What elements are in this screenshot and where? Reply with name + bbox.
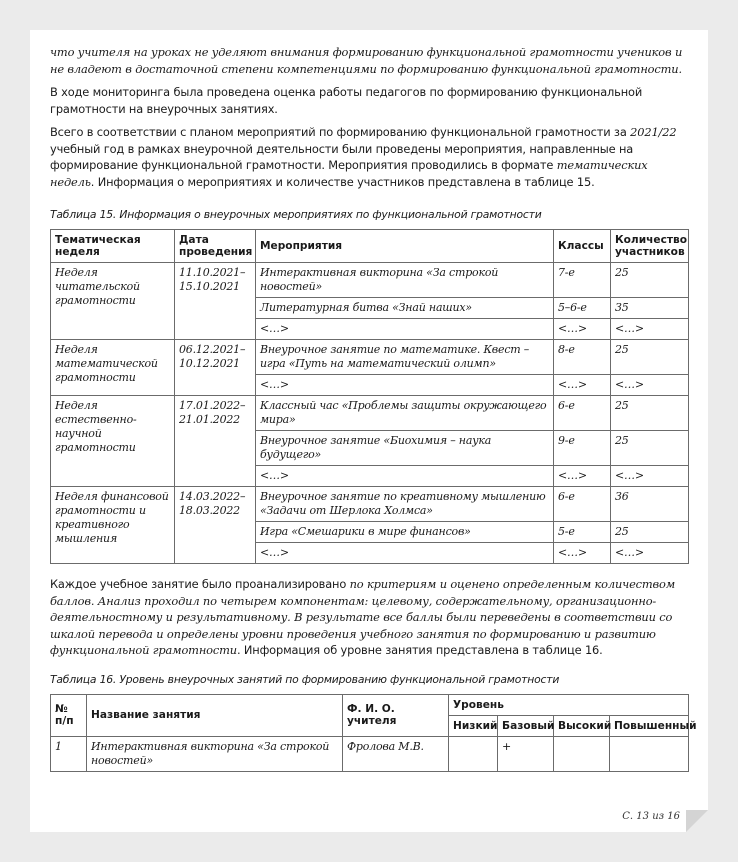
table16-caption: Таблица 16. Уровень внеурочных занятий по формированию функциональной грамотности bbox=[50, 672, 560, 686]
header-num: № п/п bbox=[51, 694, 87, 736]
analysis-paragraph bbox=[50, 576, 688, 659]
header-dates: Дата проведения bbox=[175, 230, 256, 263]
count-cell: 25 bbox=[611, 396, 689, 431]
event-cell: Классный час «Проблемы защиты окружающего мира» bbox=[256, 396, 554, 431]
table16-header-row bbox=[51, 694, 689, 715]
document-page bbox=[30, 30, 708, 832]
week-cell: Неделя математической грамотности bbox=[51, 340, 175, 396]
classes-cell: <…> bbox=[554, 375, 611, 396]
classes-cell: 8-е bbox=[554, 340, 611, 375]
classes-cell: 9-е bbox=[554, 431, 611, 466]
header-level: Уровень bbox=[449, 694, 689, 715]
event-cell: Игра «Смешарики в мире финансов» bbox=[256, 522, 554, 543]
event-cell: Внеурочное занятие «Биохимия – наука будущего» bbox=[256, 431, 554, 466]
event-cell: Интерактивная викторина «За строкой новостей» bbox=[256, 263, 554, 298]
event-cell: Внеурочное занятие по математике. Квест – игра «Путь на математический олимп» bbox=[256, 340, 554, 375]
classes-cell: 7-е bbox=[554, 263, 611, 298]
header-teacher: Ф. И. О. учителя bbox=[343, 694, 449, 736]
count-cell: <…> bbox=[611, 466, 689, 487]
header-level-basic: Базовый bbox=[498, 715, 554, 736]
week-cell: Неделя финансовой грамотности и креативного мышления bbox=[51, 487, 175, 564]
count-cell: <…> bbox=[611, 543, 689, 564]
event-cell: Литературная битва «Знай наших» bbox=[256, 298, 554, 319]
count-cell: 25 bbox=[611, 522, 689, 543]
count-cell: 25 bbox=[611, 431, 689, 466]
event-cell: <…> bbox=[256, 375, 554, 396]
header-participants: Количество участников bbox=[611, 230, 689, 263]
header-level-low: Низкий bbox=[449, 715, 498, 736]
analysis-text-a: Каждое учебное занятие было проанализировано bbox=[50, 577, 350, 591]
events-text-b: учебный год в рамках внеурочной деятельности были проведены мероприятия, направленные на формирование функциональной грамотности. Мероприятия проводились в формате bbox=[50, 141, 634, 172]
count-cell: 36 bbox=[611, 487, 689, 522]
header-level-high: Высокий bbox=[554, 715, 610, 736]
dates-cell: 14.03.2022–18.03.2022 bbox=[175, 487, 256, 564]
header-week: Тематическая неделя bbox=[51, 230, 175, 263]
intro-paragraph: что учителя на уроках не уделяют внимания формированию функциональной грамотности учеников и не владеют в достаточной степени компетенциями по формированию функциональной грамотности. bbox=[50, 45, 683, 76]
classes-cell: <…> bbox=[554, 466, 611, 487]
count-cell: 25 bbox=[611, 340, 689, 375]
count-cell: <…> bbox=[611, 319, 689, 340]
classes-cell: <…> bbox=[554, 543, 611, 564]
header-name: Название занятия bbox=[87, 694, 343, 736]
table-row bbox=[51, 263, 689, 298]
event-cell: <…> bbox=[256, 543, 554, 564]
page-corner-fold bbox=[686, 810, 708, 832]
analysis-text-b: . Информация об уровне занятия представлена в таблице 16. bbox=[236, 643, 603, 657]
classes-cell: 5–6-е bbox=[554, 298, 611, 319]
classes-cell: 5-е bbox=[554, 522, 611, 543]
classes-cell: <…> bbox=[554, 319, 611, 340]
event-cell: Внеурочное занятие по креативному мышлению «Задачи от Шерлока Холмса» bbox=[256, 487, 554, 522]
level-low-cell bbox=[449, 736, 498, 771]
level-advanced-cell bbox=[610, 736, 689, 771]
events-text-a: Всего в соответствии с планом мероприятий по формированию функциональной грамотности за bbox=[50, 125, 631, 139]
lesson-name-cell: Интерактивная викторина «За строкой новостей» bbox=[87, 736, 343, 771]
classes-cell: 6-е bbox=[554, 396, 611, 431]
table-row bbox=[51, 340, 689, 375]
classes-cell: 6-е bbox=[554, 487, 611, 522]
level-basic-cell: + bbox=[498, 736, 554, 771]
header-level-advanced: Повышенный bbox=[610, 715, 689, 736]
header-events: Мероприятия bbox=[256, 230, 554, 263]
dates-cell: 06.12.2021–10.12.2021 bbox=[175, 340, 256, 396]
header-classes: Классы bbox=[554, 230, 611, 263]
week-cell: Неделя читательской грамотности bbox=[51, 263, 175, 340]
table15-header-row bbox=[51, 230, 689, 263]
count-cell: 35 bbox=[611, 298, 689, 319]
table16 bbox=[50, 694, 697, 772]
table-row bbox=[51, 487, 689, 522]
level-high-cell bbox=[554, 736, 610, 771]
dates-cell: 17.01.2022–21.01.2022 bbox=[175, 396, 256, 487]
table-row bbox=[51, 396, 689, 431]
table-row bbox=[51, 736, 689, 771]
events-paragraph bbox=[50, 124, 688, 190]
teacher-cell: Фролова М.В. bbox=[343, 736, 449, 771]
table15 bbox=[50, 229, 689, 564]
monitoring-paragraph: В ходе мониторинга была проведена оценка работы педагогов по формированию функциональной грамотности на внеурочных занятиях. bbox=[50, 85, 643, 116]
num-cell: 1 bbox=[51, 736, 87, 771]
event-cell: <…> bbox=[256, 466, 554, 487]
count-cell: 25 bbox=[611, 263, 689, 298]
count-cell: <…> bbox=[611, 375, 689, 396]
week-cell: Неделя естественно-научной грамотности bbox=[51, 396, 175, 487]
page-number: С. 13 из 16 bbox=[622, 811, 680, 822]
events-text-c: . Информация о мероприятиях и количестве участников представлена в таблице 15. bbox=[90, 174, 595, 189]
event-cell: <…> bbox=[256, 319, 554, 340]
analysis-italic: по критериям и оценено определенным количеством баллов. Анализ проходил по четырем компонентам: целевому, содержательному, организационно-деятельностному и результативному. В результате все баллы были переведены в соответствии со шкалой перевода и определены уровни проведения учебного занятия по формированию и развитию функциональной грамотности bbox=[50, 577, 676, 657]
events-format: тематических недель bbox=[50, 158, 648, 189]
table15-caption: Таблица 15. Информация о внеурочных мероприятиях по функциональной грамотности bbox=[50, 208, 542, 221]
dates-cell: 11.10.2021–15.10.2021 bbox=[175, 263, 256, 340]
events-year: 2021/22 bbox=[630, 125, 677, 139]
